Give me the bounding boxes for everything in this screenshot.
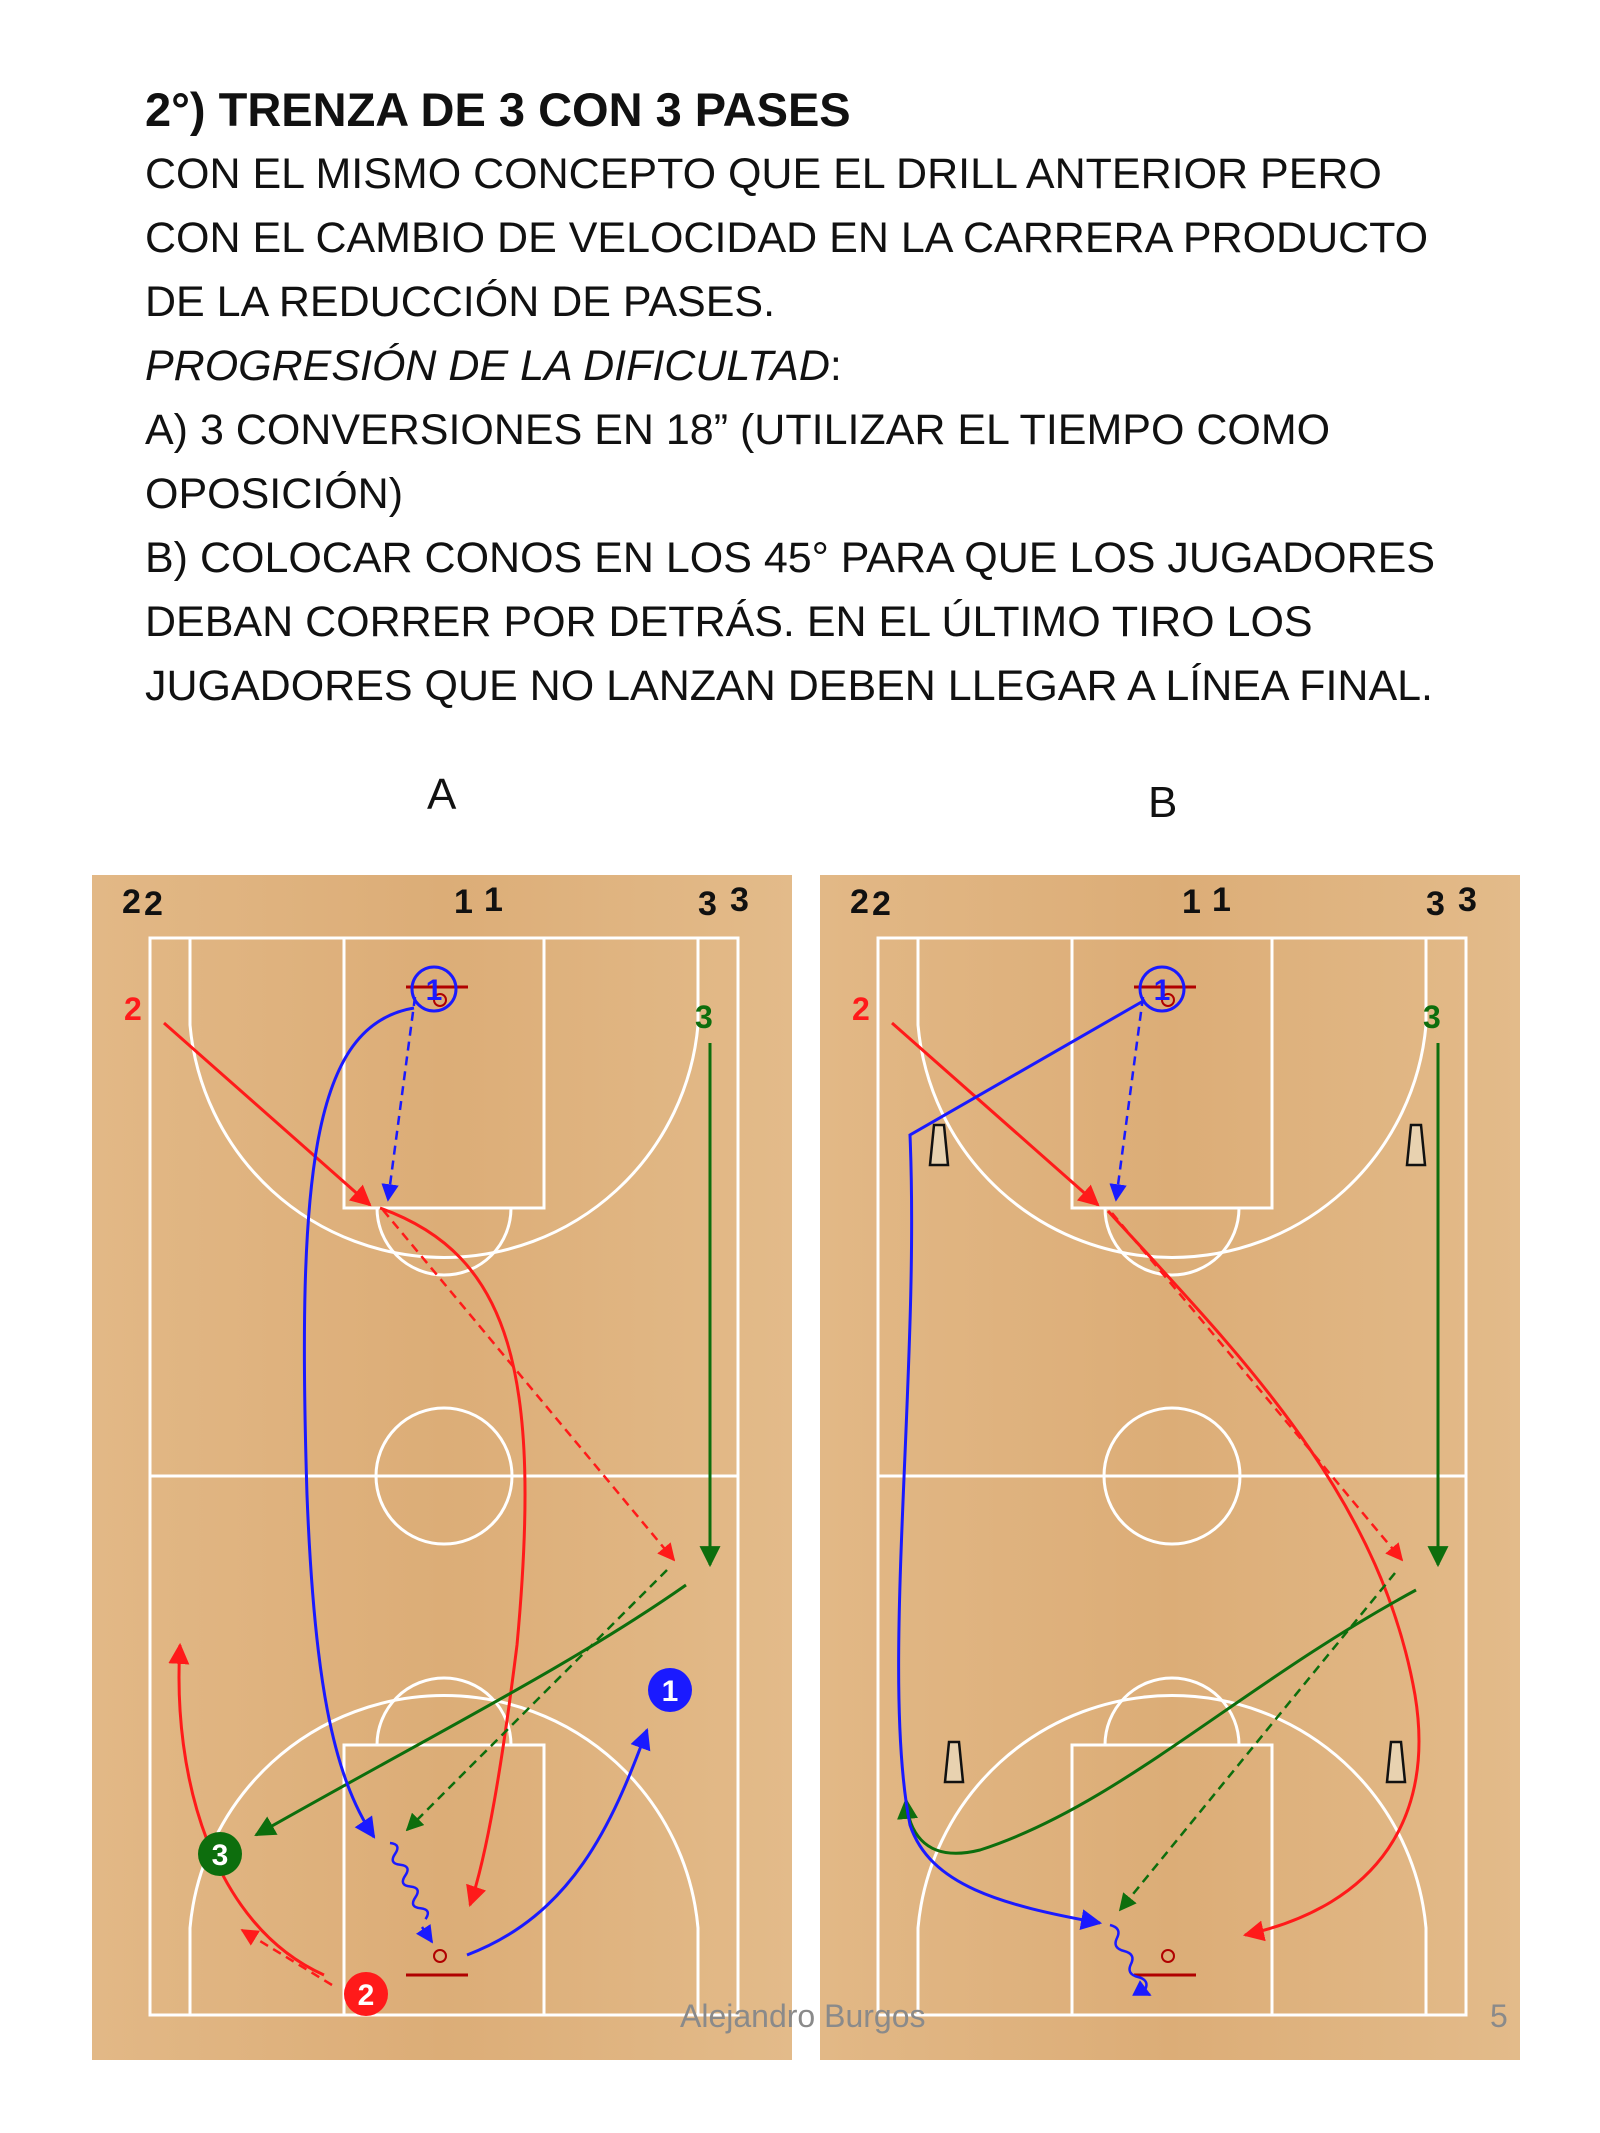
court-header-left-2: 2 xyxy=(872,885,891,923)
court-header-center: 1 xyxy=(454,883,473,921)
player2-end-label: 2 xyxy=(357,1979,375,2012)
court-header-left-2: 2 xyxy=(144,885,163,923)
court-header-right-2: 3 xyxy=(730,881,749,919)
cone-icon xyxy=(930,1125,948,1165)
court-header-left: 2 xyxy=(122,883,141,921)
diagram-a-label: A xyxy=(427,770,457,819)
item-b-line-3: JUGADORES QUE NO LANZAN DEBEN LLEGAR A LÍNEA FINAL. xyxy=(145,662,1433,710)
page-text xyxy=(145,78,1545,718)
player1-start-label: 1 xyxy=(425,974,443,1007)
player3-end-label: 3 xyxy=(211,1839,229,1872)
player1-end-label: 1 xyxy=(661,1675,679,1708)
court-header-right: 3 xyxy=(1426,885,1445,923)
court-header-right-2: 3 xyxy=(1458,881,1477,919)
player3-start-label: 3 xyxy=(695,999,713,1035)
item-b-line-1: B) COLOCAR CONOS EN LOS 45° PARA QUE LOS JUGADORES xyxy=(145,534,1435,582)
court-header-right: 3 xyxy=(698,885,717,923)
player2-start-label: 2 xyxy=(852,991,870,1027)
body-line-3: DE LA REDUCCIÓN DE PASES. xyxy=(145,278,776,326)
player3-start-label: 3 xyxy=(1423,999,1441,1035)
footer-author: Alejandro Burgos xyxy=(680,1998,926,2034)
page-number: 5 xyxy=(1490,1998,1508,2034)
court-header-center-2: 1 xyxy=(484,881,503,919)
court-header-center-2: 1 xyxy=(1212,881,1231,919)
progression-colon: : xyxy=(829,342,842,390)
player1-start-label: 1 xyxy=(1153,974,1171,1007)
court-header-center: 1 xyxy=(1182,883,1201,921)
cone-icon xyxy=(1407,1125,1425,1165)
cone-icon xyxy=(1387,1742,1405,1782)
item-b-line-2: DEBAN CORRER POR DETRÁS. EN EL ÚLTIMO TIRO LOS xyxy=(145,598,1313,646)
cone-icon xyxy=(945,1742,963,1782)
page-title: 2°) TRENZA DE 3 CON 3 PASES xyxy=(145,83,851,136)
court-a xyxy=(92,875,792,2060)
court-header-left: 2 xyxy=(850,883,869,921)
diagram-b-label: B xyxy=(1148,778,1178,827)
body-line-2: CON EL CAMBIO DE VELOCIDAD EN LA CARRERA PRODUCTO xyxy=(145,214,1429,262)
progression-line xyxy=(145,334,1545,398)
item-a-line-2: OPOSICIÓN) xyxy=(145,470,404,518)
body-line-1: CON EL MISMO CONCEPTO QUE EL DRILL ANTERIOR PERO xyxy=(145,150,1382,198)
item-a-line-1: A) 3 CONVERSIONES EN 18” (UTILIZAR EL TIEMPO COMO xyxy=(145,406,1331,454)
player2-start-label: 2 xyxy=(124,991,142,1027)
progression-heading: PROGRESIÓN DE LA DIFICULTAD xyxy=(145,342,830,390)
court-b xyxy=(820,875,1520,2060)
